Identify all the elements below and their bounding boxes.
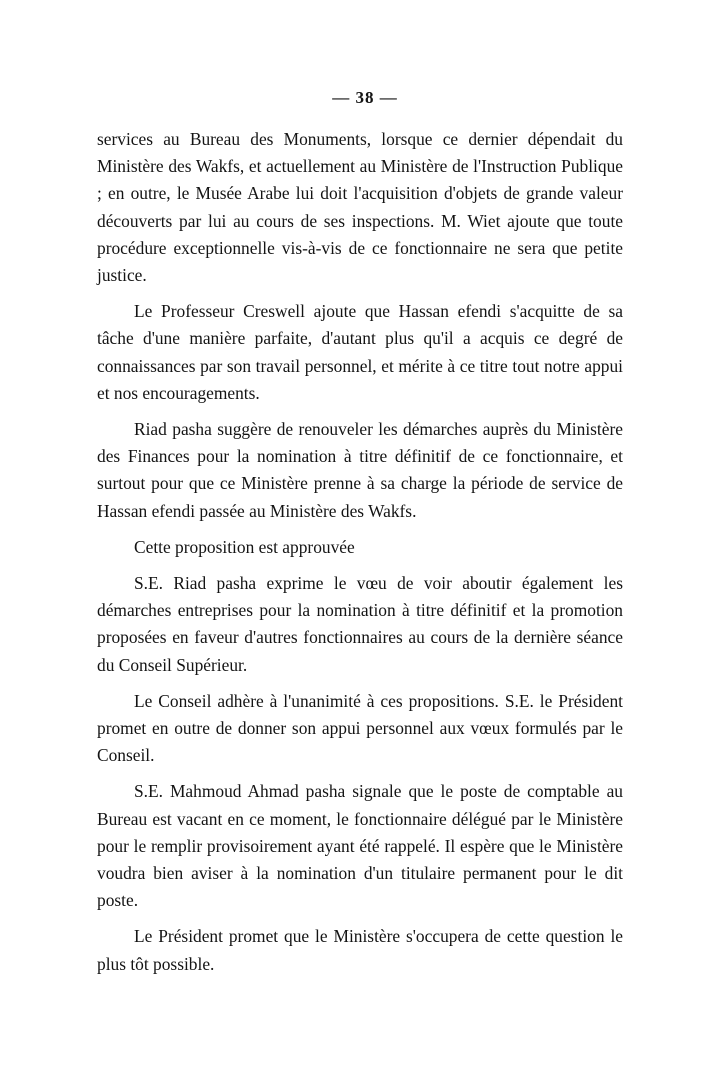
paragraph-accountant-post: S.E. Mahmoud Ahmad pasha signale que le poste de comptable au Bureau est vacant en ce moment, le fonctionnaire délégué par le Ministère pour le remplir provisoirement ayant été rappelé. Il espère que le Ministère voudra bien aviser à la nomination d'un titulaire permanent pour le dit poste.	[97, 781, 623, 911]
paragraph-approval: Cette proposition est approuvée	[134, 536, 355, 557]
paragraph-riad-suggestion: Riad pasha suggère de renouveler les démarches auprès du Ministère des Finances pour la nomination à titre définitif de ce fonctionnaire, et surtout pour que ce Ministère prenne à sa charge la période de service de Hassan efendi passée au Ministère des Wakfs.	[97, 419, 623, 521]
document-page	[97, 88, 623, 978]
paragraph-riad-wish: S.E. Riad pasha exprime le vœu de voir aboutir également les démarches entreprises pour la nomination à titre définitif et la promotion proposées en faveur d'autres fonctionnaires au cours de la dernière séance du Conseil Supérieur.	[97, 573, 623, 675]
page-number: — 38 —	[332, 88, 398, 107]
paragraph-creswell: Le Professeur Creswell ajoute que Hassan efendi s'acquitte de sa tâche d'une manière parfaite, d'autant plus qu'il a acquis ce degré de connaissances par son travail personnel, et mérite à ce titre tout notre appui et nos encouragements.	[97, 301, 623, 403]
paragraph-continuation: services au Bureau des Monuments, lorsque ce dernier dépendait du Ministère des Wakfs, et actuellement au Ministère de l'Instruction Publique ; en outre, le Musée Arabe lui doit l'acquisition d'objets de grande valeur découverts par lui au cours de ses inspections. M. Wiet ajoute que toute procédure exceptionnelle vis-à-vis de ce fonctionnaire ne sera que petite justice.	[97, 129, 623, 286]
paragraph-council-agreement: Le Conseil adhère à l'unanimité à ces propositions. S.E. le Président promet en outre de donner son appui personnel aux vœux formulés par le Conseil.	[97, 690, 623, 766]
paragraph-president-promise: Le Président promet que le Ministère s'occupera de cette question le plus tôt possible.	[97, 926, 623, 974]
